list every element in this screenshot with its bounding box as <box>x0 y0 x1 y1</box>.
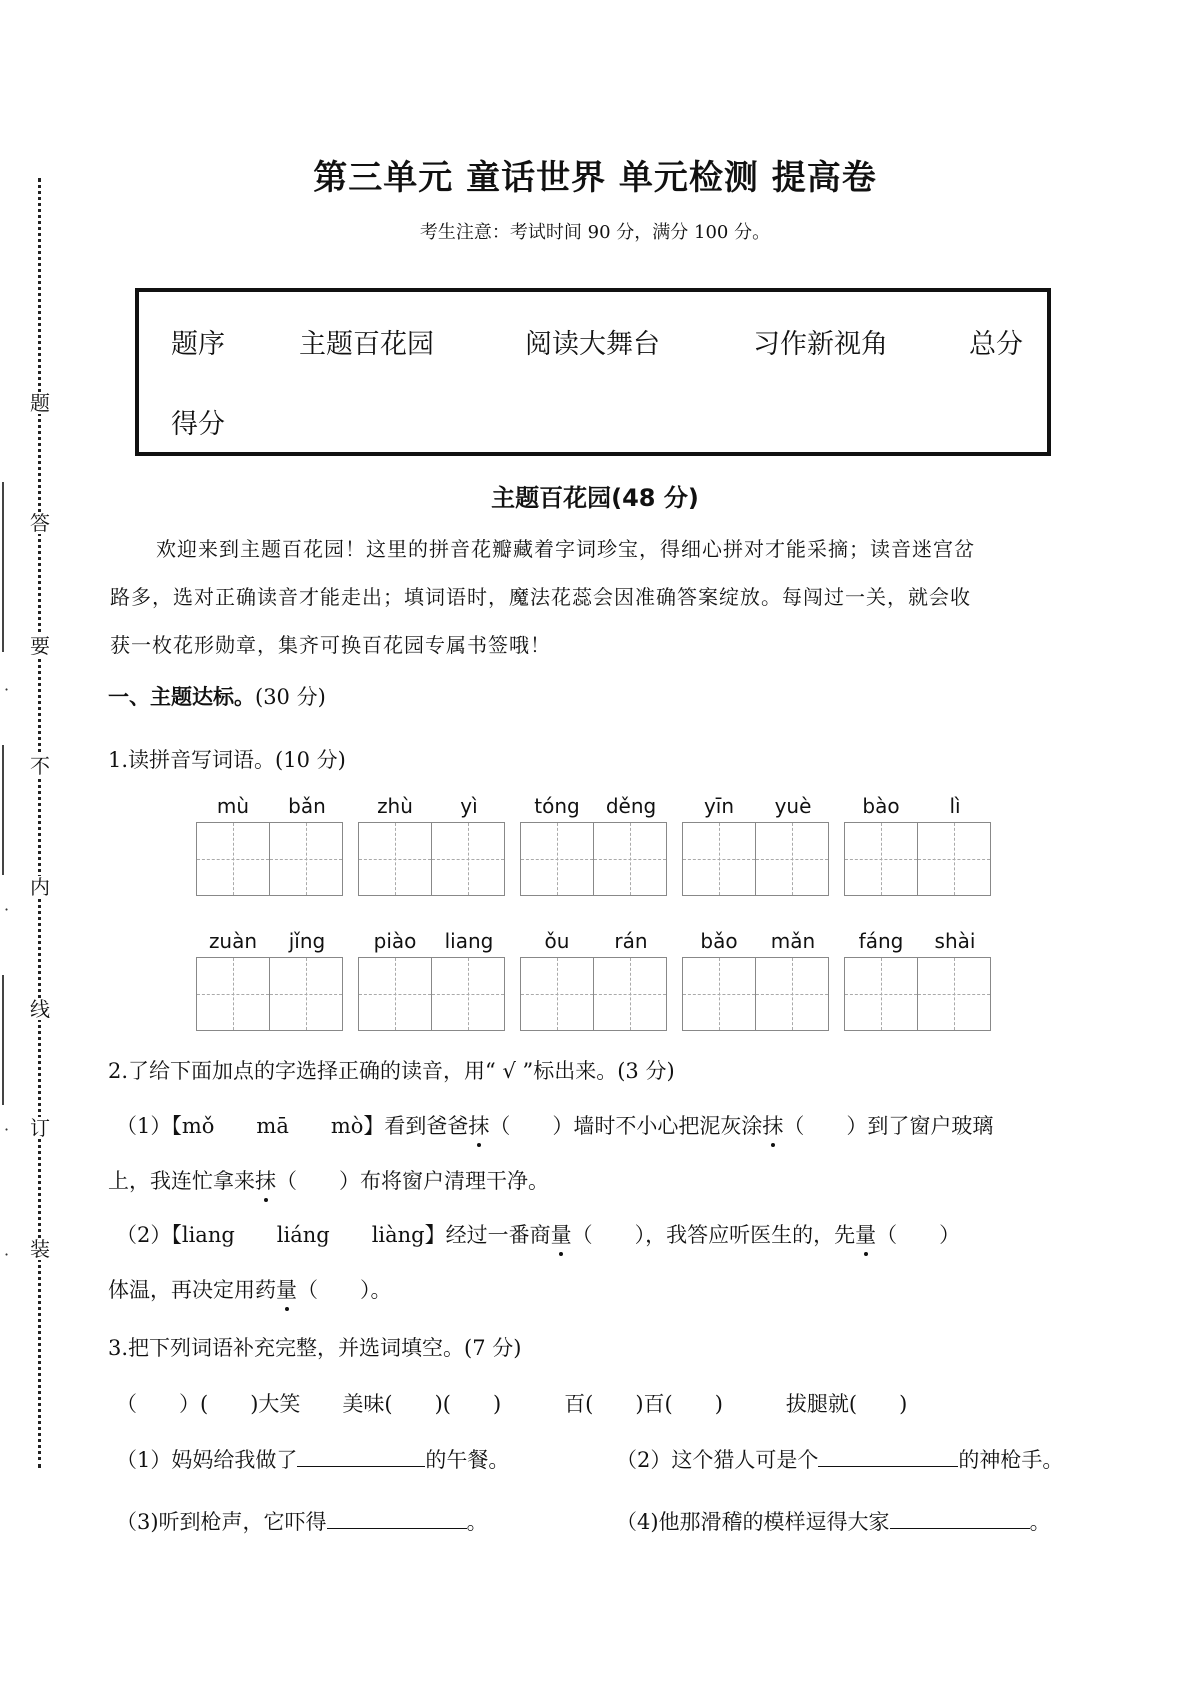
tian-grid-box[interactable] <box>755 822 829 896</box>
q3-blanks-line: （ ）( )大笑 美味( )( ) 百( )百( ) 拔腿就( ) <box>116 1392 908 1416</box>
binding-tick: · <box>4 1245 10 1264</box>
binding-char: 订 <box>30 1116 50 1140</box>
question-title: 2.了给下面加点的字选择正确的读音，用“ √ ”标出来。(3 分) <box>108 1059 675 1083</box>
tian-grid-pair <box>520 822 668 896</box>
binding-char: 内 <box>30 875 50 899</box>
pinyin-syllable: piào <box>373 929 417 953</box>
tian-grid-box[interactable] <box>682 957 756 1031</box>
question-title: 1.读拼音写词语。(10 分) <box>108 748 346 772</box>
pinyin-syllable: shài <box>934 929 976 953</box>
pinyin-syllable: lì <box>949 794 961 818</box>
tian-grid-pair <box>844 822 992 896</box>
binding-char: 答 <box>30 511 50 535</box>
pinyin-word-group <box>682 794 830 820</box>
tian-grid-box[interactable] <box>844 822 918 896</box>
score-header-cell: 阅读大舞台 <box>525 329 660 360</box>
pinyin-syllable: zhù <box>377 794 413 818</box>
pinyin-syllable: ǒu <box>544 929 570 953</box>
pinyin-syllables <box>358 794 506 820</box>
pinyin-syllable: bào <box>862 794 900 818</box>
dotted-char: 抹 <box>255 1165 276 1195</box>
pinyin-syllable: yīn <box>703 794 735 818</box>
pinyin-word-group <box>196 929 344 955</box>
q2-item2-line2 <box>108 1274 392 1304</box>
tian-grid-box[interactable] <box>755 957 829 1031</box>
section-heading: 主题百花园(48 分) <box>491 484 699 512</box>
q2-text: （1）【mǒ mā mò】看到爸爸 <box>116 1114 469 1138</box>
score-table <box>135 288 1051 456</box>
question-title: 3.把下列词语补充完整，并选词填空。(7 分) <box>108 1336 522 1360</box>
intro-line: 欢迎来到主题百花园！这里的拼音花瓣藏着字词珍宝，得细心拼对才能采摘；读音迷宫岔 <box>156 537 975 561</box>
tian-grid-box[interactable] <box>358 957 432 1031</box>
dotted-char: 量 <box>551 1219 572 1249</box>
q2-text: （ ）。 <box>297 1278 392 1302</box>
pinyin-syllable: bǎn <box>288 794 326 818</box>
pinyin-word-group <box>358 929 506 955</box>
q2-text: （ ）布将窗户清理干净。 <box>276 1169 549 1193</box>
tian-grid-pair <box>844 957 992 1031</box>
q2-item1-line1 <box>116 1110 993 1140</box>
binding-char: 题 <box>30 391 50 415</box>
pinyin-syllables <box>358 929 506 955</box>
pinyin-syllables <box>520 794 668 820</box>
q3-text: （3)听到枪声，它吓得 <box>116 1510 327 1534</box>
pinyin-syllables <box>844 929 992 955</box>
answer-blank[interactable] <box>890 1508 1030 1529</box>
tian-grid-box[interactable] <box>196 957 270 1031</box>
tian-grid-pair <box>358 957 506 1031</box>
dotted-char: 量 <box>855 1219 876 1249</box>
pinyin-word-group <box>844 929 992 955</box>
pinyin-word-group <box>196 794 344 820</box>
binding-tick: · <box>4 680 10 699</box>
q3-text: 的午餐。 <box>425 1448 510 1472</box>
pinyin-syllable: mù <box>216 794 250 818</box>
pinyin-syllable: děng <box>605 794 657 818</box>
tian-grid-box[interactable] <box>593 957 667 1031</box>
q3-text: （2）这个猎人可是个 <box>616 1448 819 1472</box>
tian-grid-pair <box>682 957 830 1031</box>
pinyin-syllable: fáng <box>858 929 904 953</box>
answer-blank[interactable] <box>297 1446 425 1467</box>
pinyin-syllables <box>520 929 668 955</box>
exam-notice: 考生注意：考试时间 90 分，满分 100 分。 <box>419 222 771 243</box>
q3-text: 。 <box>466 1510 488 1534</box>
pinyin-word-group <box>520 929 668 955</box>
pinyin-syllables <box>844 794 992 820</box>
pinyin-word-group <box>520 794 668 820</box>
pinyin-syllable: rán <box>614 929 648 953</box>
q2-text: （ ） <box>876 1223 961 1247</box>
pinyin-syllable: tóng <box>534 794 580 818</box>
q3-sentence-4 <box>616 1506 1051 1536</box>
tian-grid-box[interactable] <box>682 822 756 896</box>
tian-grid-pair <box>196 822 344 896</box>
pinyin-syllable: mǎn <box>770 929 816 953</box>
q3-sentence-3 <box>116 1506 488 1536</box>
pinyin-syllables <box>682 794 830 820</box>
pinyin-syllable: zuàn <box>208 929 258 953</box>
part-heading <box>108 681 326 711</box>
binding-tick: · <box>4 900 10 919</box>
pinyin-word-group <box>358 794 506 820</box>
pinyin-syllable: jǐng <box>288 929 326 953</box>
q3-sentence-2 <box>616 1444 1063 1474</box>
pinyin-syllables <box>196 929 344 955</box>
pinyin-word-group <box>682 929 830 955</box>
tian-grid-box[interactable] <box>358 822 432 896</box>
binding-solid-line <box>2 745 4 875</box>
intro-line: 获一枚花形勋章，集齐可换百花园专属书签哦！ <box>110 633 551 657</box>
pinyin-syllables <box>682 929 830 955</box>
tian-grid-pair <box>196 957 344 1031</box>
intro-line: 路多，选对正确读音才能走出；填词语时，魔法花蕊会因准确答案绽放。每闯过一关，就会收 <box>110 585 971 609</box>
dotted-char: 抹 <box>762 1110 783 1140</box>
answer-blank[interactable] <box>818 1446 958 1467</box>
tian-grid-box[interactable] <box>917 822 991 896</box>
tian-grid-box[interactable] <box>593 822 667 896</box>
binding-solid-line <box>2 975 4 1105</box>
tian-grid-box[interactable] <box>431 957 505 1031</box>
score-header-cell: 题序 <box>171 329 225 360</box>
pinyin-word-group <box>844 794 992 820</box>
q3-text: （1）妈妈给我做了 <box>116 1448 298 1472</box>
q2-item2-line1 <box>116 1219 960 1249</box>
answer-blank[interactable] <box>327 1508 467 1529</box>
score-header-cell: 主题百花园 <box>299 329 434 360</box>
score-header-cell: 习作新视角 <box>753 329 888 360</box>
q3-text: 的神枪手。 <box>958 1448 1064 1472</box>
q2-text: （ ），我答应听医生的，先 <box>571 1223 856 1247</box>
q2-text: （2）【liang liáng liàng】经过一番商 <box>116 1223 551 1247</box>
binding-char: 不 <box>30 754 50 778</box>
tian-grid-pair <box>682 822 830 896</box>
binding-char: 线 <box>30 997 50 1021</box>
tian-grid-box[interactable] <box>269 957 343 1031</box>
tian-grid-box[interactable] <box>520 957 594 1031</box>
score-row-label: 得分 <box>171 409 225 440</box>
binding-char: 要 <box>30 634 50 658</box>
part-points: (30 分) <box>255 685 326 709</box>
pinyin-syllable: yuè <box>774 794 812 818</box>
pinyin-syllable: yì <box>460 794 478 818</box>
q3-text: 。 <box>1029 1510 1051 1534</box>
dotted-char: 抹 <box>468 1110 489 1140</box>
q2-text: 上，我连忙拿来 <box>108 1169 255 1193</box>
tian-grid-box[interactable] <box>431 822 505 896</box>
q3-text: （4)他那滑稽的模样逗得大家 <box>616 1510 890 1534</box>
tian-grid-pair <box>520 957 668 1031</box>
tian-grid-box[interactable] <box>196 822 270 896</box>
binding-tick: · <box>4 1120 10 1139</box>
part-title: 一、主题达标。 <box>108 685 255 709</box>
tian-grid-box[interactable] <box>269 822 343 896</box>
q2-item1-line2 <box>108 1165 549 1195</box>
pinyin-syllable: bǎo <box>700 929 738 953</box>
q2-text: 体温，再决定用药 <box>108 1278 276 1302</box>
q2-text: （ ）墙时不小心把泥灰涂 <box>489 1114 763 1138</box>
tian-grid-box[interactable] <box>520 822 594 896</box>
tian-grid-box[interactable] <box>917 957 991 1031</box>
tian-grid-pair <box>358 822 506 896</box>
q3-sentence-1 <box>116 1444 509 1474</box>
binding-dotted-line <box>38 178 41 1468</box>
pinyin-syllables <box>196 794 344 820</box>
q2-text: （ ）到了窗户玻璃 <box>783 1114 994 1138</box>
page-title: 第三单元 童话世界 单元检测 提高卷 <box>313 158 877 198</box>
pinyin-syllable: liang <box>444 929 494 953</box>
dotted-char: 量 <box>276 1274 297 1304</box>
tian-grid-box[interactable] <box>844 957 918 1031</box>
score-header-cell: 总分 <box>969 329 1023 360</box>
binding-char: 装 <box>30 1237 50 1261</box>
